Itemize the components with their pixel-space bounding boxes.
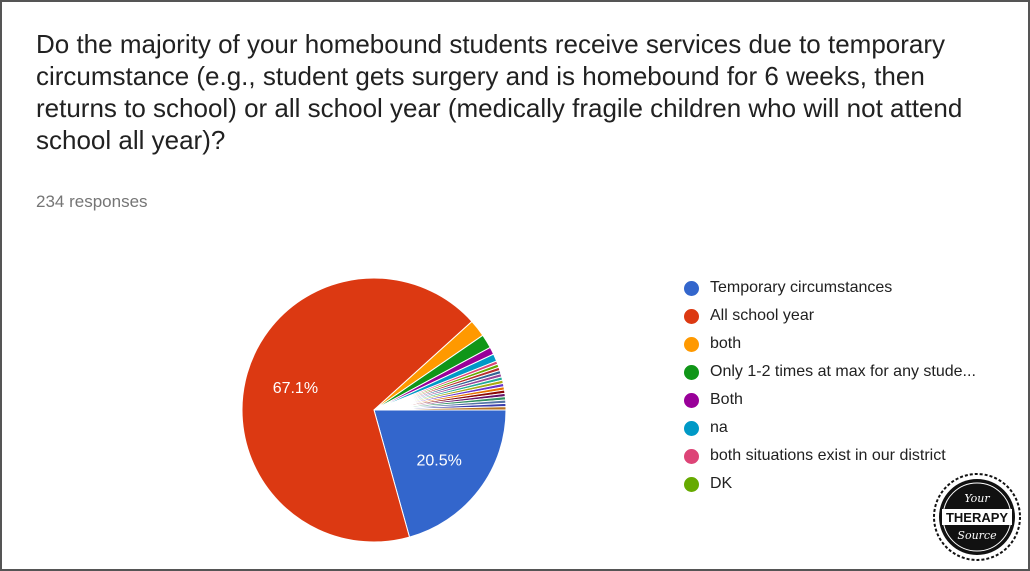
- legend-label: both: [710, 335, 742, 352]
- legend-item[interactable]: [684, 386, 976, 414]
- legend-swatch: [684, 477, 699, 492]
- legend-swatch: [684, 449, 699, 464]
- response-count: 234 responses: [36, 192, 148, 211]
- question-title: Do the majority of your homebound students receive services due to temporary circumstance (e.g., student gets surgery and is homebound for 6 weeks, then returns to school) or all school year (medically fragile children who will not attend school all year)?: [36, 29, 963, 155]
- slice-label-0: 20.5%: [416, 452, 462, 470]
- legend-item[interactable]: [684, 330, 976, 358]
- legend-item[interactable]: [684, 302, 976, 330]
- legend-swatch: [684, 337, 699, 352]
- logo-text-your: Your: [964, 492, 990, 505]
- legend-label: Temporary circumstances: [710, 279, 893, 296]
- legend-label: Both: [710, 391, 743, 408]
- legend-label: DK: [710, 475, 733, 492]
- logo-text-therapy: THERAPY: [945, 510, 1009, 525]
- therapy-source-logo: [932, 472, 1022, 562]
- legend-swatch: [684, 309, 699, 324]
- legend-label: na: [710, 419, 728, 436]
- legend-item[interactable]: [684, 442, 976, 470]
- legend-swatch: [684, 365, 699, 380]
- legend-item[interactable]: [684, 274, 976, 302]
- legend-label: All school year: [710, 307, 815, 324]
- legend-swatch: [684, 393, 699, 408]
- legend-label: Only 1-2 times at max for any stude...: [710, 363, 976, 380]
- legend-swatch: [684, 281, 699, 296]
- legend-swatch: [684, 421, 699, 436]
- legend-item[interactable]: [684, 414, 976, 442]
- logo-text-source: Source: [957, 529, 997, 542]
- legend-item[interactable]: [684, 358, 976, 386]
- legend: [684, 274, 976, 498]
- legend-label: both situations exist in our district: [710, 447, 946, 464]
- slice-label-1: 67.1%: [272, 380, 319, 398]
